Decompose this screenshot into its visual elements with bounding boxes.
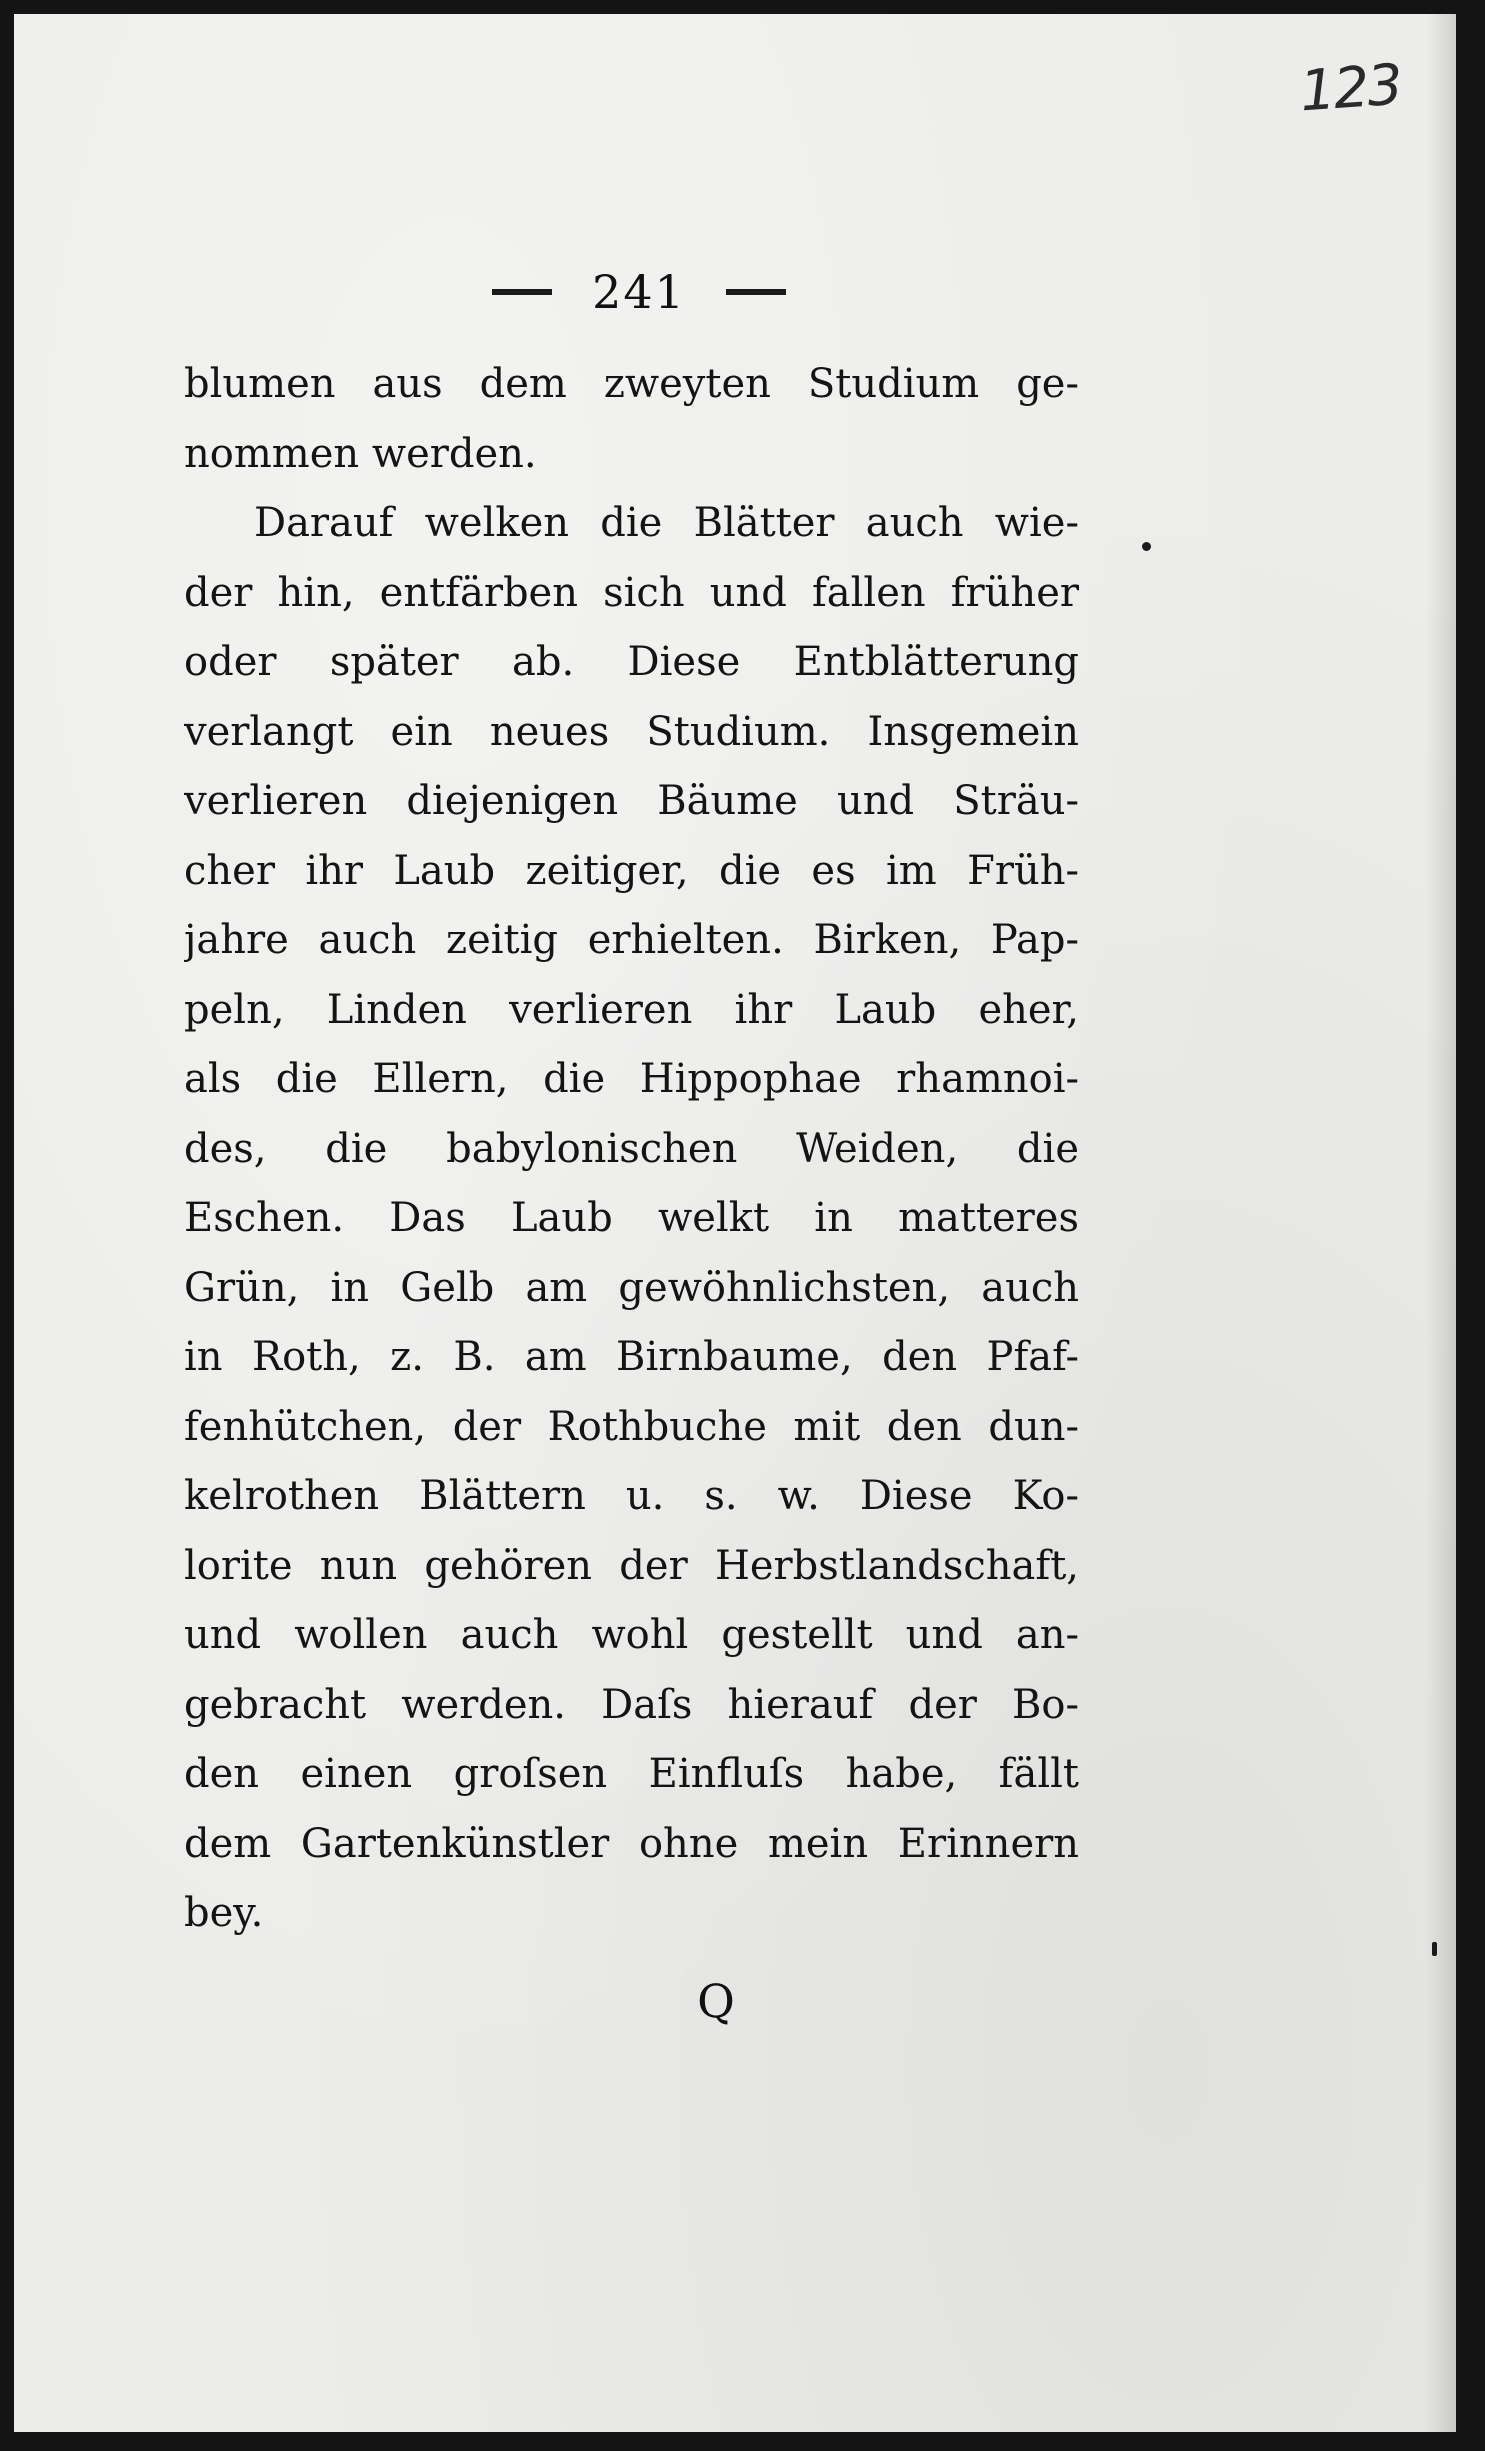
text-line: jahre auch zeitig erhielten. Birken, Pap- xyxy=(184,917,1079,963)
text-line: des, die babylonischen Weiden, die xyxy=(184,1125,1079,1172)
text-line: Eschen. Das Laub welkt in matteres xyxy=(184,1195,1079,1241)
text-line: fenhütchen, der Rothbuche mit den dun- xyxy=(184,1403,1079,1450)
text-line: lorite nun gehören der Herbstlandschaft, xyxy=(184,1542,1079,1589)
book-page xyxy=(14,14,1456,2432)
text-line: cher ihr Laub zeitiger, die es im Früh- xyxy=(184,847,1079,894)
text-line: den einen groſsen Einfluſs habe, fällt xyxy=(184,1751,1079,1797)
text-line: bey. xyxy=(184,1890,264,1936)
text-line: Grün, in Gelb am gewöhnlichsten, auch xyxy=(184,1264,1079,1311)
text-line: der hin, entfärben sich und fallen früher xyxy=(184,569,1079,616)
ink-speck xyxy=(1142,542,1151,551)
text-line: verlieren diejenigen Bäume und Sträu- xyxy=(184,778,1079,824)
ink-speck xyxy=(1432,1942,1437,1956)
text-line: und wollen auch wohl gestellt und an- xyxy=(184,1612,1079,1658)
page-number: 241 xyxy=(592,265,686,319)
page-edge-shadow xyxy=(1426,14,1456,2432)
text-line: Darauf welken die Blätter auch wie- xyxy=(254,500,1079,546)
text-line: als die Ellern, die Hippophae rhamnoi- xyxy=(184,1056,1079,1102)
text-line: kelrothen Blättern u. s. w. Diese Ko- xyxy=(184,1473,1079,1519)
header-dash-right xyxy=(726,289,786,295)
signature-mark: Q xyxy=(697,1974,735,2028)
text-line: in Roth, z. B. am Birnbaume, den Pfaf- xyxy=(184,1334,1079,1380)
text-line: blumen aus dem zweyten Studium ge- xyxy=(184,361,1079,407)
body-text xyxy=(184,350,1079,1949)
handwritten-folio-number: 123 xyxy=(1297,52,1404,125)
text-line: dem Gartenkünstler ohne mein Erinnern xyxy=(184,1820,1079,1867)
text-line: oder später ab. Diese Entblätterung xyxy=(184,639,1079,685)
header-dash-left xyxy=(492,289,552,295)
text-line: peln, Linden verlieren ihr Laub eher, xyxy=(184,986,1079,1033)
text-line: gebracht werden. Daſs hierauf der Bo- xyxy=(184,1681,1079,1728)
text-line: nommen werden. xyxy=(184,430,537,477)
page-header xyxy=(459,262,819,322)
text-line: verlangt ein neues Studium. Insgemein xyxy=(184,708,1079,755)
